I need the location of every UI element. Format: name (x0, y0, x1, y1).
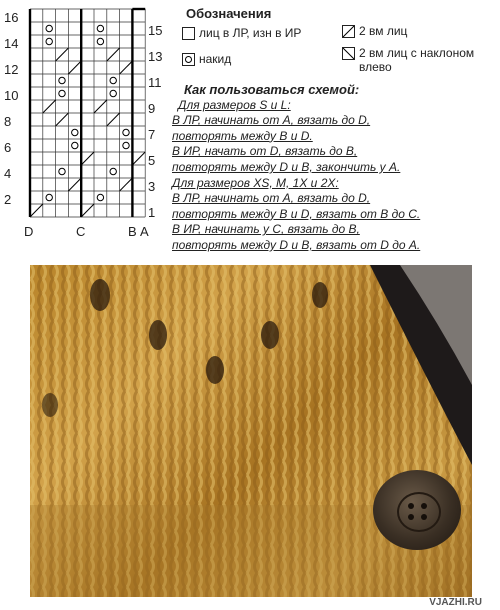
site-watermark: VJAZHI.RU (429, 597, 482, 608)
row-number-10: 10 (4, 88, 19, 103)
column-letter-b: B (128, 224, 137, 239)
legend-k2tog-label: 2 вм лиц (359, 24, 408, 38)
row-number-7: 7 (148, 127, 156, 142)
yarn-over-icon (123, 129, 129, 135)
decrease-slash-icon (120, 61, 133, 74)
row-number-1: 1 (148, 205, 156, 220)
column-letter-a: A (140, 224, 149, 239)
empty-square-icon (182, 27, 195, 40)
yarn-over-icon (97, 38, 103, 44)
legend-ssk-label: 2 вм лиц с наклоном влево (359, 46, 475, 74)
row-number-2: 2 (4, 192, 12, 207)
row-number-5: 5 (148, 153, 156, 168)
decrease-slash-icon (56, 113, 69, 126)
decrease-slash-icon (30, 204, 43, 217)
legend-ssk (342, 46, 492, 74)
decrease-slash-icon (107, 48, 120, 61)
column-letter-d: D (24, 224, 34, 239)
decrease-slash-icon (68, 61, 81, 74)
row-number-4: 4 (4, 166, 12, 181)
yarn-over-icon (123, 142, 129, 148)
legend-title: Обозначения (186, 6, 272, 21)
right-slash-square-icon (342, 25, 355, 38)
decrease-slash-icon (81, 152, 94, 165)
size1-line-2: повторять между В и D. (172, 128, 313, 143)
decrease-slash-icon (120, 178, 133, 191)
row-number-3: 3 (148, 179, 156, 194)
knitting-chart (0, 0, 172, 250)
chart-grid (0, 0, 172, 250)
instructions-header: Как пользоваться схемой: (184, 82, 360, 97)
size1-line-1: В ЛР, начинать от А, вязать до D, (172, 113, 371, 128)
row-number-8: 8 (4, 114, 12, 129)
row-number-12: 12 (4, 62, 19, 77)
decrease-slash-icon (94, 100, 107, 113)
decrease-slash-icon (68, 178, 81, 191)
decrease-slash-icon (132, 152, 145, 165)
left-slash-square-icon (342, 47, 355, 60)
decrease-slash-icon (43, 100, 56, 113)
legend-panel (172, 6, 498, 261)
row-number-11: 11 (148, 75, 162, 90)
legend-yo (182, 52, 231, 66)
button-icon (373, 470, 461, 550)
yarn-over-icon (97, 194, 103, 200)
yarn-over-icon (59, 168, 65, 174)
legend-knit (182, 26, 301, 40)
row-number-16: 16 (4, 10, 19, 25)
size2-line-4: повторять между D и В, вязать от D до А. (172, 237, 421, 252)
instructions (172, 82, 492, 254)
row-number-14: 14 (4, 36, 19, 51)
size2-line-3: В ИР, начинать у С, вязать до В, (172, 222, 360, 237)
yarn-over-icon (46, 38, 52, 44)
legend-knit-label: лиц в ЛР, изн в ИР (199, 26, 302, 40)
size2-line-1: В ЛР, начинать от А, вязать до D, (172, 191, 371, 206)
size1-line-3: В ИР, начать от D, вязать до В, (172, 144, 358, 159)
row-number-9: 9 (148, 101, 156, 116)
row-number-6: 6 (4, 140, 12, 155)
yarn-over-icon (110, 168, 116, 174)
decrease-slash-icon (81, 204, 94, 217)
yarn-over-icon (59, 77, 65, 83)
decrease-slash-icon (56, 48, 69, 61)
size2-line-2: повторять между В и D, вязать от В до С. (172, 206, 421, 221)
yarn-over-icon (46, 194, 52, 200)
row-number-13: 13 (148, 49, 163, 64)
yarn-over-icon (110, 90, 116, 96)
size1-label: Для размеров S и L: (178, 97, 291, 112)
yarn-over-icon (110, 77, 116, 83)
size1-line-4: повторять между D и В, закончить у А. (172, 159, 401, 174)
yarn-over-icon (97, 25, 103, 31)
size2-label: Для размеров XS, М, 1X и 2X: (172, 175, 339, 190)
yarn-over-icon (182, 53, 195, 66)
knitted-fabric-photo (30, 265, 472, 597)
column-letter-c: C (76, 224, 86, 239)
row-number-15: 15 (148, 23, 163, 38)
yarn-over-icon (46, 25, 52, 31)
yarn-over-icon (59, 90, 65, 96)
yarn-over-icon (72, 129, 78, 135)
legend-k2tog (342, 24, 407, 38)
yarn-over-icon (72, 142, 78, 148)
legend-yo-label: накид (199, 52, 232, 66)
decrease-slash-icon (107, 113, 120, 126)
